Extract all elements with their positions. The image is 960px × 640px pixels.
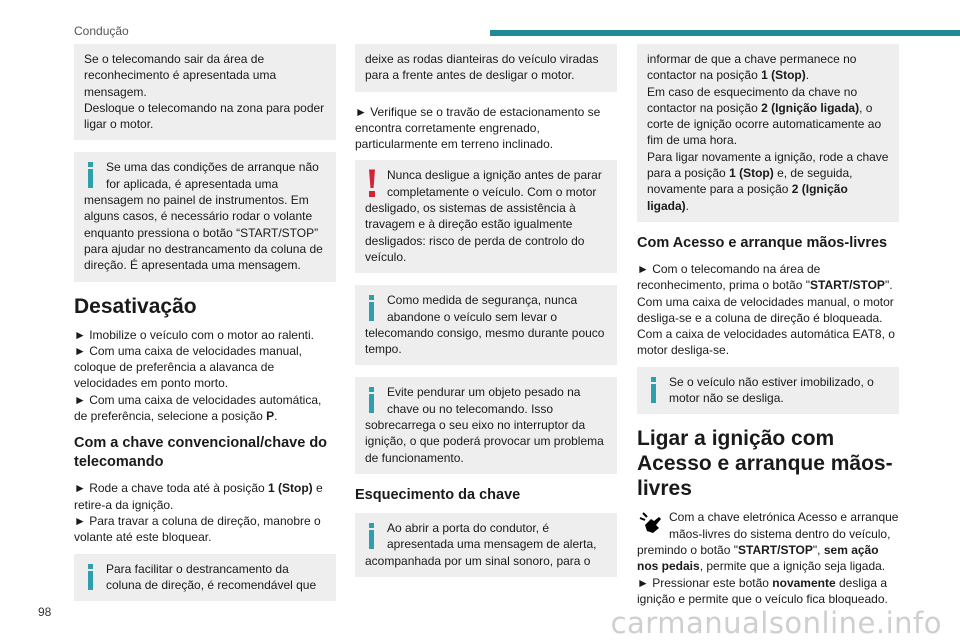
paragraph-acesso: ► Com o telecomando na área de reconhecimento, prima o botão "START/STOP". Com uma caixa de velocidades manual, o motor desliga-se e a coluna de direção é bloqueada. Com a caixa de velocidades automática EAT8, o motor desliga-se. — [637, 261, 895, 358]
info-text: Se o veículo não estiver imobilizado, o motor não se desliga. — [669, 374, 874, 406]
info-box-start-conditions — [74, 152, 336, 281]
paragraph-desativacao: ► Imobilize o veículo com o motor ao ralenti. ► Com uma caixa de velocidades manual, coloque de preferência a alavanca de velocidades em ponto morto. ► Com uma caixa de velocidades automática, de preferência, selecione a posição P. — [74, 327, 322, 424]
info-box-heavy-object — [355, 377, 617, 473]
info-box-forgotten-key — [355, 513, 617, 577]
step-text: ► Imobilize o veículo com o motor ao ralenti. — [74, 327, 314, 342]
note-text: Desloque o telecomando na zona para poder ligar o motor. — [84, 100, 325, 132]
info-text: Evite pendurar um objeto pesado na chave ou no telecomando. Isso sobrecarrega o seu eixo no interruptor da ignição, o que poderá provocar um problema de funcionamento. — [365, 385, 604, 465]
keyless-hand-icon — [637, 509, 663, 535]
info-icon — [365, 386, 379, 414]
info-box-steering — [74, 554, 336, 602]
column-1 — [74, 44, 336, 613]
note-text: Em caso de esquecimento da chave no contactor na posição 2 (Ignição ligada), o corte de ignição ocorre automaticamente ao fim de uma hora. — [647, 84, 882, 148]
heading-chave-convencional: Com a chave convencional/chave do telecomando — [74, 435, 328, 471]
info-text: Para facilitar o destrancamento da coluna de direção, é recomendável que — [106, 561, 317, 592]
warning-icon — [365, 169, 379, 197]
step-text: e retire-a da ignição. — [74, 481, 323, 512]
info-icon — [365, 522, 379, 550]
info-icon — [647, 376, 661, 404]
info-text: Ao abrir a porta do condutor, é apresentada uma mensagem de alerta, acompanhada por um sinal sonoro, para o — [365, 520, 597, 568]
note-text: deixe as rodas dianteiras do veículo viradas para a frente antes de desligar o motor. — [365, 52, 599, 83]
page-number: 98 — [38, 605, 52, 619]
info-icon — [84, 161, 98, 189]
step-text: ► Para travar a coluna de direção, manobre o volante até este bloquear. — [74, 513, 321, 545]
info-box-security — [355, 285, 617, 365]
note-text: Se o telecomando sair da área de reconhecimento é apresentada uma mensagem. — [84, 52, 277, 99]
step-text: ► Com uma caixa de velocidades automática, de preferência, selecione a posição — [74, 392, 322, 424]
step-text: ► Rode a chave toda até à posição — [74, 481, 269, 496]
warning-box-ignition — [355, 160, 617, 273]
heading-ligar-ignicao: Ligar a ignição com Acesso e arranque mãos-livres — [637, 427, 893, 501]
position-label: 1 (Stop) — [268, 481, 313, 496]
warning-text: Nunca desligue a ignição antes de parar completamente o veículo. Com o motor desligado, os sistemas de assistência à travagem e à direção estão igualmente desligados: risco de perda de controlo do veículo. — [365, 168, 602, 264]
column-3 — [637, 44, 899, 615]
column-2 — [355, 44, 617, 589]
header-accent-bar — [490, 30, 960, 36]
paragraph-ligar: Com a chave eletrónica Acesso e arranque mãos-livres do sistema dentro do veículo, premindo o botão "START/STOP", sem ação nos pedais, permite que a ignição seja ligada. ► Pressionar este botão novamente desliga a ignição e permite que o veículo fica bloqueado. — [637, 510, 899, 606]
note-box-key-reminder — [637, 44, 899, 222]
heading-desativacao: Desativação — [74, 294, 197, 318]
watermark: carmanualsonline.info — [610, 606, 942, 640]
heading-acesso-maos-livres: Com Acesso e arranque mãos-livres — [637, 234, 888, 251]
note-text: Para ligar novamente a ignição, rode a chave para a posição 1 (Stop) e, de seguida, novamente para a posição 2 (Ignição ligada). — [647, 149, 889, 213]
header-section-title: Condução — [74, 24, 129, 38]
paragraph-chave — [74, 480, 336, 545]
heading-esquecimento: Esquecimento da chave — [355, 486, 521, 503]
position-label: P — [266, 409, 275, 424]
info-icon — [365, 294, 379, 322]
paragraph-parking-brake: ► Verifique se o travão de estacionamento se encontra corretamente engrenado, particularmente em terreno inclinado. — [355, 104, 601, 152]
info-text: Como medida de segurança, nunca abandone o veículo sem levar o telecomando consigo, mesmo durante pouco tempo. — [365, 293, 605, 357]
info-text: Se uma das condições de arranque não for aplicada, é apresentada uma mensagem no painel de instrumentos. Em alguns casos, é necessário rodar o volante enquanto pressiona o botão “START/STOP” para ajudar no destrancamento da coluna de direção. É apresentada uma mensagem. — [84, 160, 323, 273]
note-box-wheels — [355, 44, 617, 92]
note-box-remote — [74, 44, 336, 140]
info-box-not-immobilized — [637, 367, 899, 415]
step-text: ► Com uma caixa de velocidades manual, coloque de preferência a alavanca de velocidades em ponto morto. — [74, 343, 302, 391]
info-icon — [84, 563, 98, 591]
note-text: informar de que a chave permanece no contactor na posição 1 (Stop). — [647, 52, 857, 83]
